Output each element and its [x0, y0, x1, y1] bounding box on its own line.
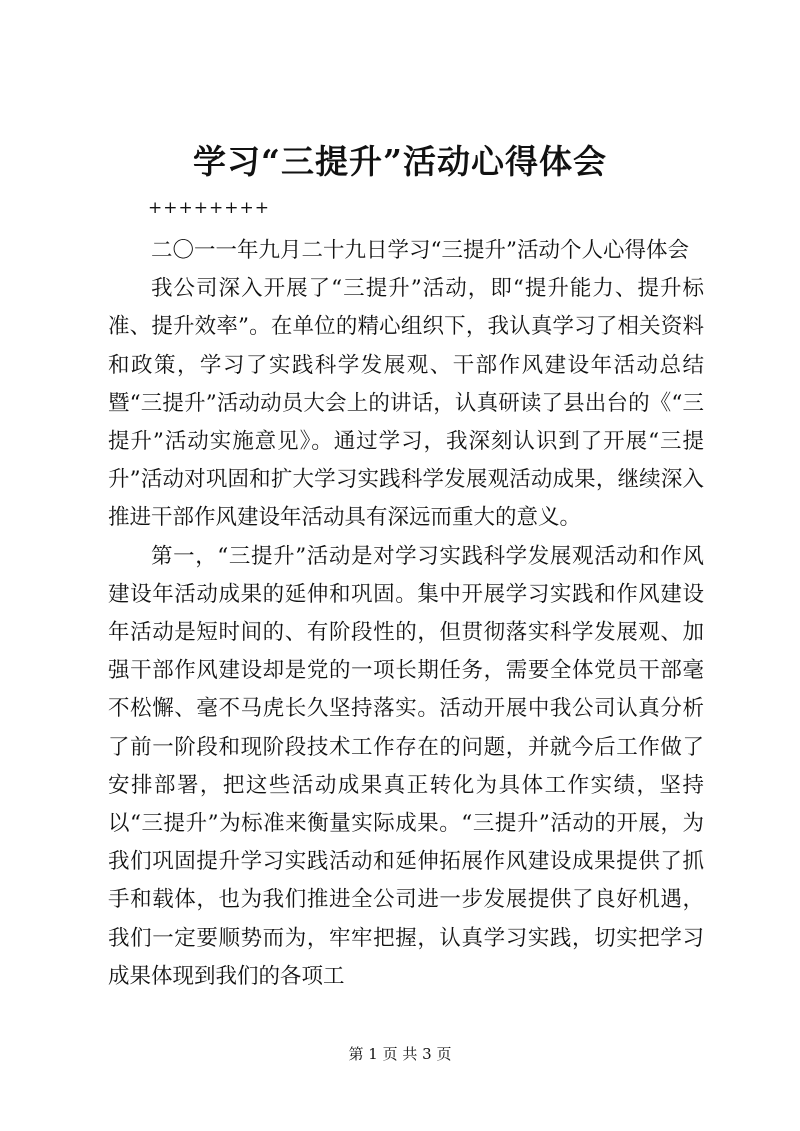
paragraph-first-point: 第一，“三提升”活动是对学习实践科学发展观活动和作风建设年活动成果的延伸和巩固。集中开展学习实践和作风建设年活动是短时间的、有阶段性的，但贯彻落实科学发展观、加强干部作风建设却是党的一项长期任务，需要全体党员干部毫不松懈、毫不马虎长久坚持落实。活动开展中我公司认真分析了前一阶段和现阶段技术工作存在的问题，并就今后工作做了安排部署，把这些活动成果真正转化为具体工作实绩，坚持以“三提升”为标准来衡量实际成果。“三提升”活动的开展，为我们巩固提升学习实践活动和延伸拓展作风建设成果提供了抓手和载体，也为我们推进全公司进一步发展提供了良好机遇，我们一定要顺势而为，牢牢把握，认真学习实践，切实把学习成果体现到我们的各项工: [108, 543, 704, 989]
document-title: 学习“三提升”活动心得体会: [193, 142, 607, 181]
paragraph-intro: 我公司深入开展了“三提升”活动，即“提升能力、提升标准、提升效率”。在单位的精心组织下，我认真学习了相关资料和政策，学习了实践科学发展观、干部作风建设年活动总结暨“三提升”活动动员大会上的讲话，认真研读了县出台的《“三提升”活动实施意见》。通过学习，我深刻认识到了开展“三提升”活动对巩固和扩大学习实践科学发展观活动成果，继续深入推进干部作风建设年活动具有深远而重大的意义。: [108, 276, 704, 531]
page-footer: 第 1 页 共 3 页: [348, 1045, 452, 1063]
separator-marker: ++++++++: [148, 198, 270, 218]
paragraph-date-line: 二〇一一年九月二十九日学习“三提升”活动个人心得体会: [151, 238, 689, 263]
document-body: [108, 232, 704, 996]
